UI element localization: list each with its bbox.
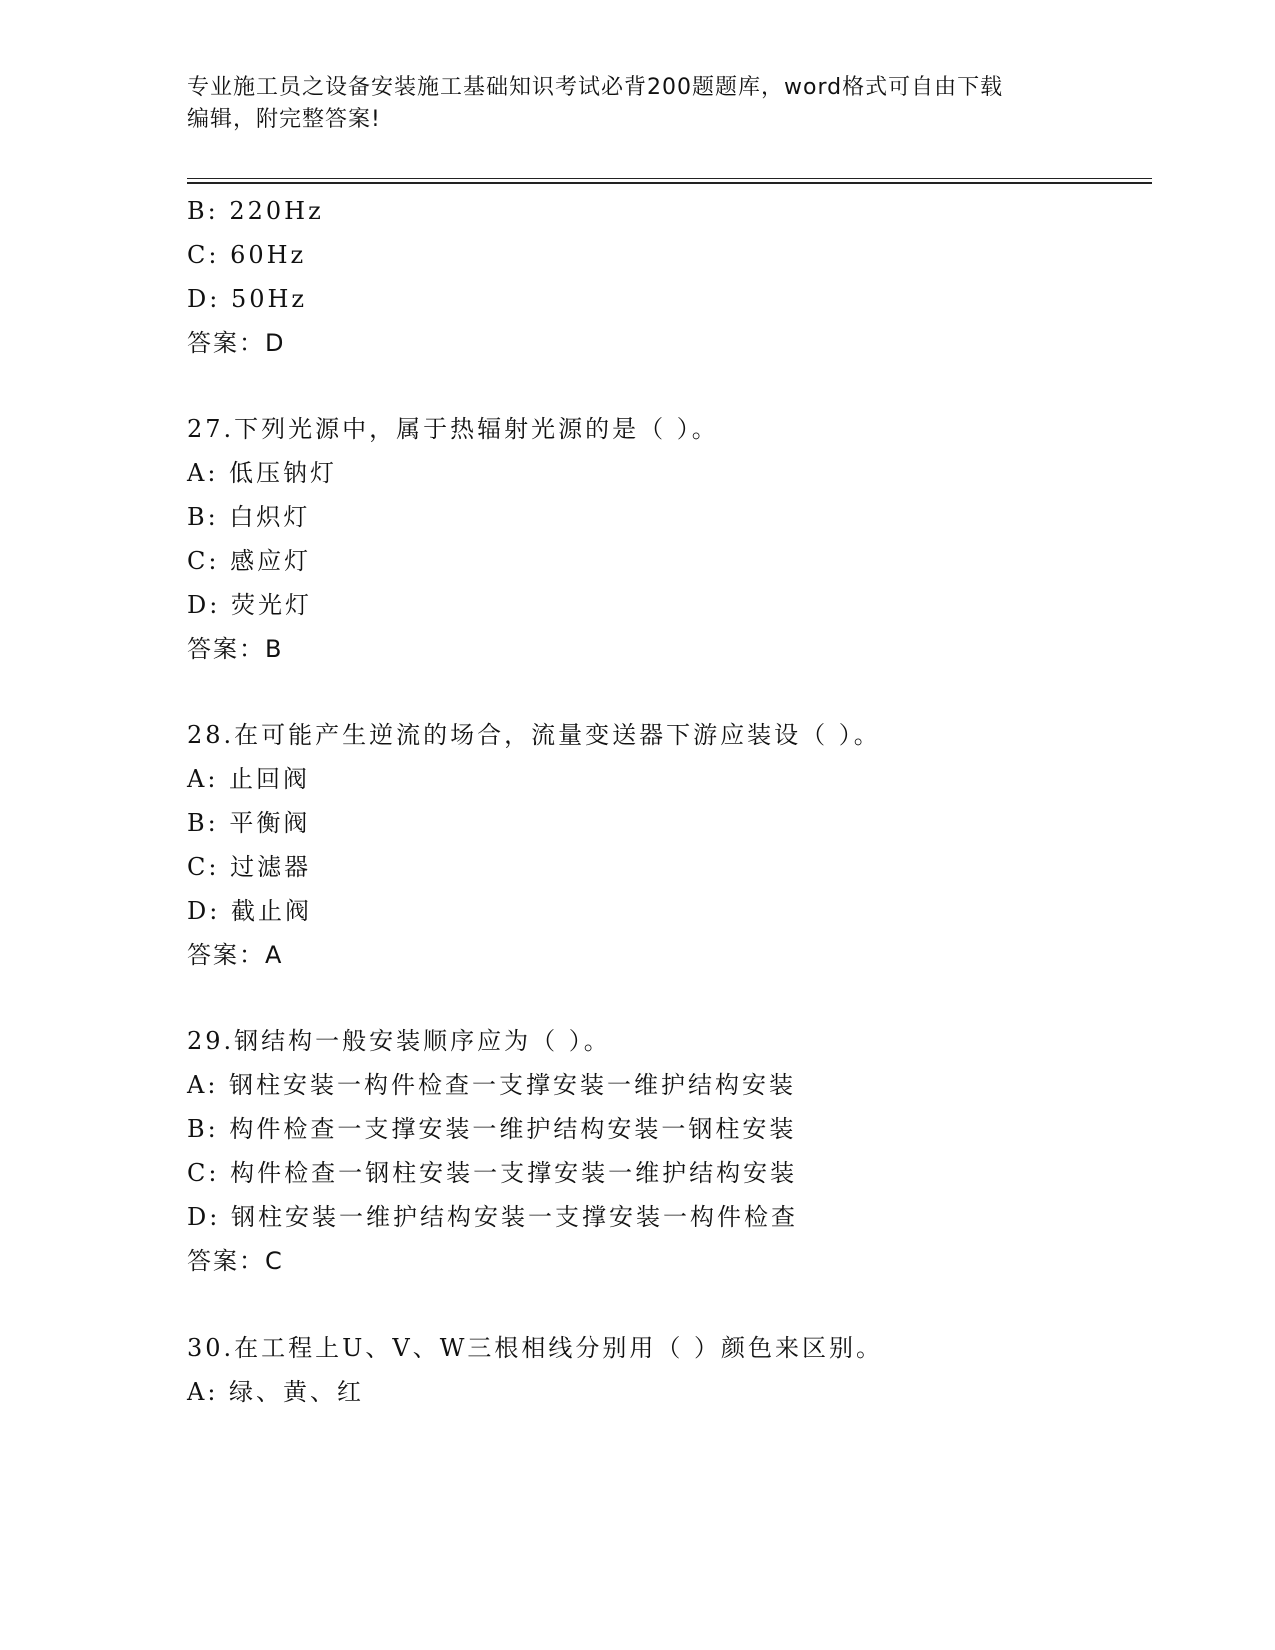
q27-option-d: D: 荧光灯	[187, 591, 312, 619]
q29-option-d: D: 钢柱安装一维护结构安装一支撑安装一构件检查	[187, 1203, 798, 1231]
q27-answer: 答案：B	[187, 635, 284, 663]
q29-question: 29.钢结构一般安装顺序应为（ ）。	[187, 1027, 611, 1055]
q27-question: 27.下列光源中，属于热辐射光源的是（ ）。	[187, 415, 719, 443]
q26-answer: 答案：D	[187, 329, 286, 357]
q26-option-c: C: 60Hz	[187, 241, 307, 269]
q27-option-c: C: 感应灯	[187, 547, 312, 575]
q29-option-a: A: 钢柱安装一构件检查一支撑安装一维护结构安装	[187, 1071, 797, 1099]
q30-question: 30.在工程上U、V、W三根相线分别用（ ）颜色来区别。	[187, 1334, 884, 1362]
q28-option-a: A: 止回阀	[187, 765, 311, 793]
header-rule-thin	[187, 178, 1152, 179]
header-line-1: 专业施工员之设备安装施工基础知识考试必背200题题库，word格式可自由下载	[187, 75, 1004, 100]
header-rule-thick	[187, 182, 1152, 184]
q28-option-c: C: 过滤器	[187, 853, 312, 881]
q26-option-b: B: 220Hz	[187, 197, 324, 225]
q28-question: 28.在可能产生逆流的场合，流量变送器下游应装设（ ）。	[187, 721, 881, 749]
q28-option-b: B: 平衡阀	[187, 809, 311, 837]
q28-answer: 答案：A	[187, 941, 284, 969]
q27-option-a: A: 低压钠灯	[187, 459, 338, 487]
q29-answer: 答案：C	[187, 1247, 284, 1275]
q27-option-b: B: 白炽灯	[187, 503, 311, 531]
q29-option-b: B: 构件检查一支撑安装一维护结构安装一钢柱安装	[187, 1115, 797, 1143]
document-header	[187, 72, 1087, 136]
header-line-2: 编辑，附完整答案!	[187, 107, 381, 132]
q30-option-a: A: 绿、黄、红	[187, 1378, 365, 1406]
q28-option-d: D: 截止阀	[187, 897, 312, 925]
q26-option-d: D: 50Hz	[187, 285, 308, 313]
q29-option-c: C: 构件检查一钢柱安装一支撑安装一维护结构安装	[187, 1159, 798, 1187]
